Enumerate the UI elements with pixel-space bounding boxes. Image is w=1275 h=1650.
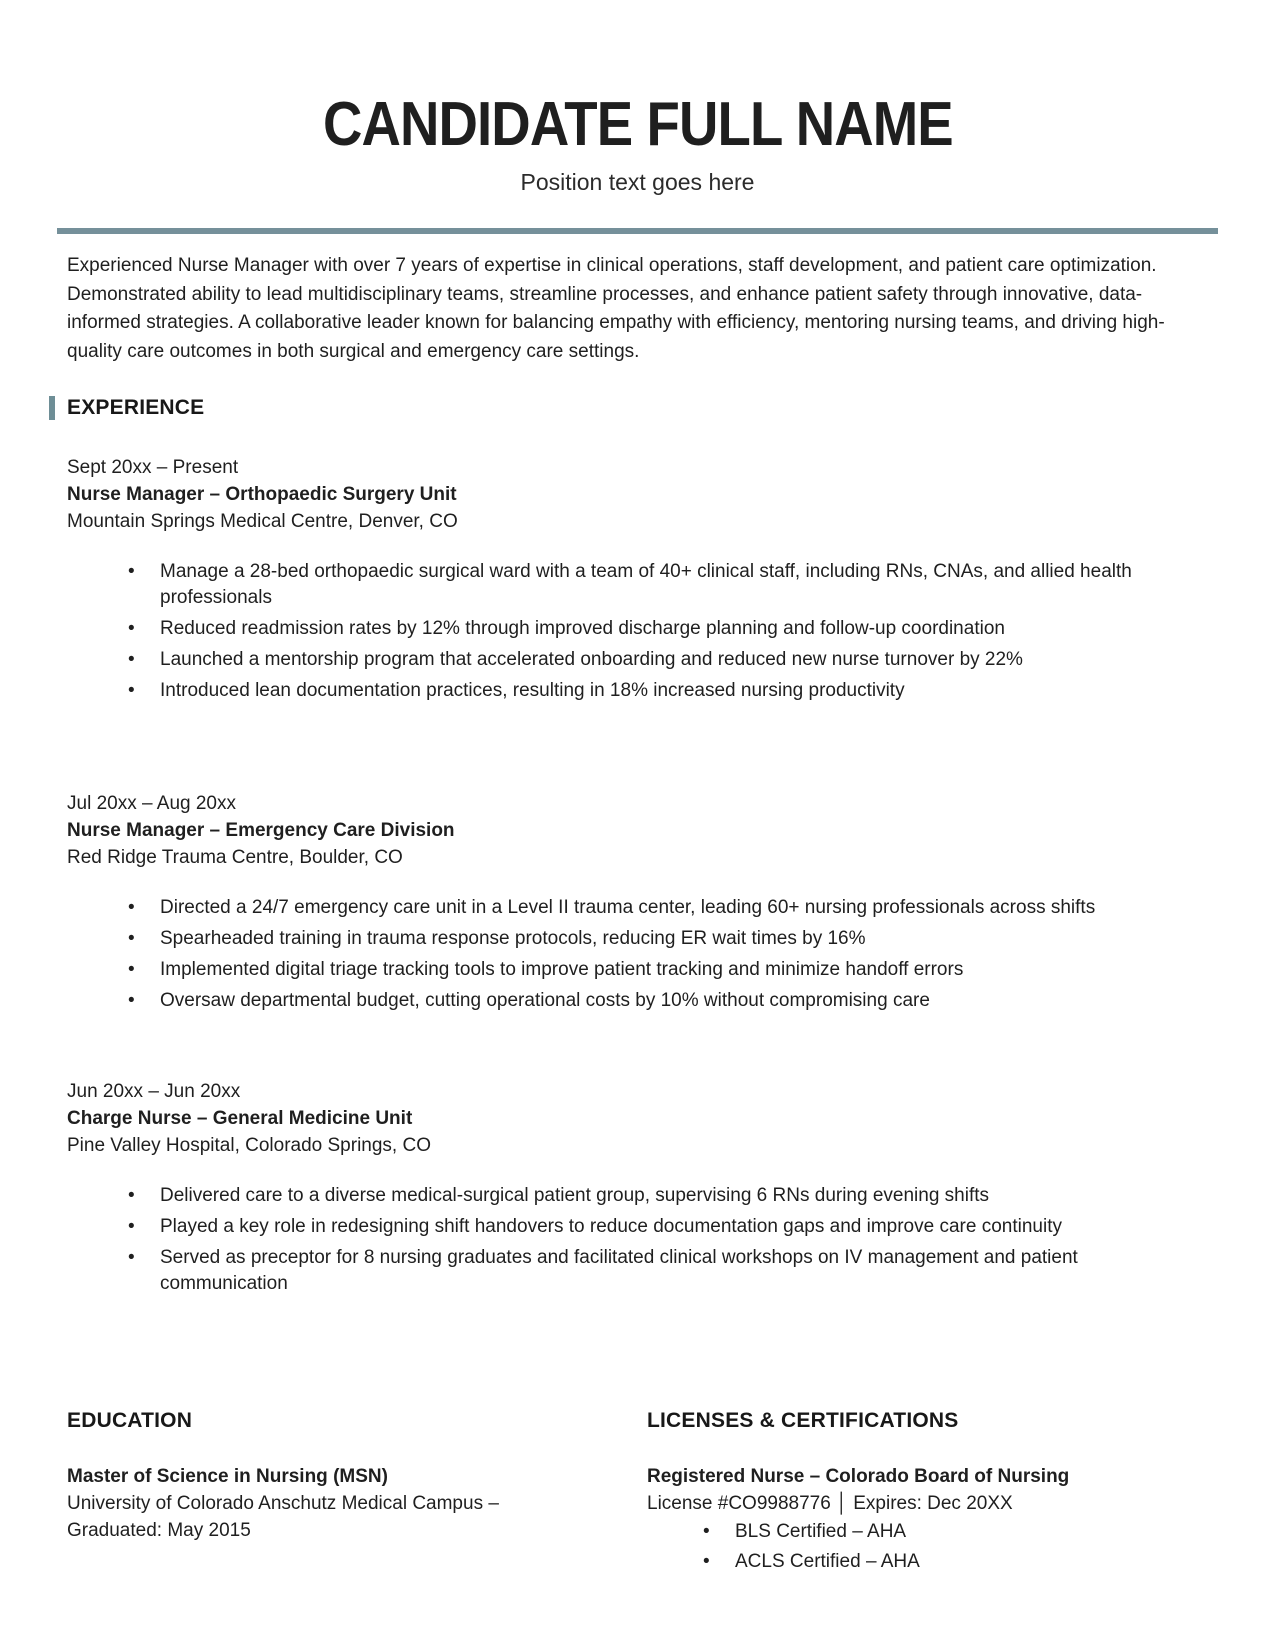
school-name-line2: Graduated: May 2015 <box>67 1520 251 1542</box>
job-company: Mountain Springs Medical Centre, Denver, CO <box>67 511 458 533</box>
license-title: Registered Nurse – Colorado Board of Nursing <box>647 1466 1070 1488</box>
license-entry <box>647 1463 1218 1577</box>
position-subtitle: Position text goes here <box>520 169 755 196</box>
degree-title: Master of Science in Nursing (MSN) <box>67 1466 388 1488</box>
education-section <box>67 1409 647 1577</box>
job-dates: Jul 20xx – Aug 20xx <box>67 793 236 815</box>
job-title: Nurse Manager – Orthopaedic Surgery Unit <box>67 484 457 506</box>
bullet-item: • Manage a 28-bed orthopaedic surgical ward with a team of 40+ clinical staff, including RNs, CNAs, and allied health professionals <box>160 559 1208 611</box>
job-bullets <box>67 1183 1208 1297</box>
bullet-item: • ACLS Certified – AHA <box>735 1547 1218 1577</box>
bullet-item: • Implemented digital triage tracking tools to improve patient tracking and minimize handoff errors <box>160 957 1208 983</box>
job-dates: Sept 20xx – Present <box>67 457 239 479</box>
resume-header <box>0 92 1275 234</box>
bullet-item: • Introduced lean documentation practices, resulting in 18% increased nursing productivity <box>160 678 1208 704</box>
license-bullets <box>647 1517 1218 1577</box>
section-heading-education: EDUCATION <box>67 1409 193 1433</box>
job-company: Red Ridge Trauma Centre, Boulder, CO <box>67 847 403 869</box>
job-dates: Jun 20xx – Jun 20xx <box>67 1081 241 1103</box>
license-detail: License #CO9988776 │ Expires: Dec 20XX <box>647 1493 1013 1515</box>
section-heading-experience: EXPERIENCE <box>49 396 1208 420</box>
job-entry-3 <box>67 1078 1208 1297</box>
job-title: Charge Nurse – General Medicine Unit <box>67 1108 413 1130</box>
bullet-item: • Oversaw departmental budget, cutting operational costs by 10% without compromising care <box>160 988 1208 1014</box>
job-title: Nurse Manager – Emergency Care Division <box>67 820 455 842</box>
bullet-item: • BLS Certified – AHA <box>735 1517 1218 1547</box>
bullet-item: • Directed a 24/7 emergency care unit in a Level II trauma center, leading 60+ nursing professionals across shifts <box>160 895 1208 921</box>
bullet-item: • Reduced readmission rates by 12% through improved discharge planning and follow-up coordination <box>160 616 1208 642</box>
bullet-item: • Launched a mentorship program that accelerated onboarding and reduced new nurse turnover by 22% <box>160 647 1208 673</box>
job-entry-2 <box>67 790 1208 1014</box>
summary-paragraph: Experienced Nurse Manager with over 7 years of expertise in clinical operations, staff development, and patient care optimization. Demonstrated ability to lead multidisciplinary teams, streamline processes, and enhance patient safety through innovative, data-informed strategies. A collaborative leader known for balancing empathy with efficiency, mentoring nursing teams, and driving high-quality care outcomes in both surgical and emergency care settings. <box>67 255 1165 362</box>
school-name-line1: University of Colorado Anschutz Medical Campus – <box>67 1493 499 1515</box>
bullet-item: • Played a key role in redesigning shift handovers to reduce documentation gaps and improve care continuity <box>160 1214 1208 1240</box>
candidate-name-text: CANDIDATE FULL NAME <box>322 90 953 159</box>
job-company: Pine Valley Hospital, Colorado Springs, CO <box>67 1135 431 1157</box>
section-heading-licenses: LICENSES & CERTIFICATIONS <box>647 1409 959 1433</box>
job-bullets <box>67 559 1208 704</box>
bullet-item: • Delivered care to a diverse medical-surgical patient group, supervising 6 RNs during evening shifts <box>160 1183 1208 1209</box>
bullet-item: • Spearheaded training in trauma response protocols, reducing ER wait times by 16% <box>160 926 1208 952</box>
job-entry-1 <box>67 454 1208 704</box>
experience-section <box>67 396 1208 1297</box>
bullet-item: • Served as preceptor for 8 nursing graduates and facilitated clinical workshops on IV management and patient communication <box>160 1245 1208 1297</box>
job-bullets <box>67 895 1208 1014</box>
bottom-columns <box>67 1409 1218 1577</box>
header-divider-rule <box>57 228 1218 234</box>
licenses-section <box>647 1409 1218 1577</box>
page-title <box>0 92 1275 157</box>
education-entry <box>67 1463 647 1544</box>
